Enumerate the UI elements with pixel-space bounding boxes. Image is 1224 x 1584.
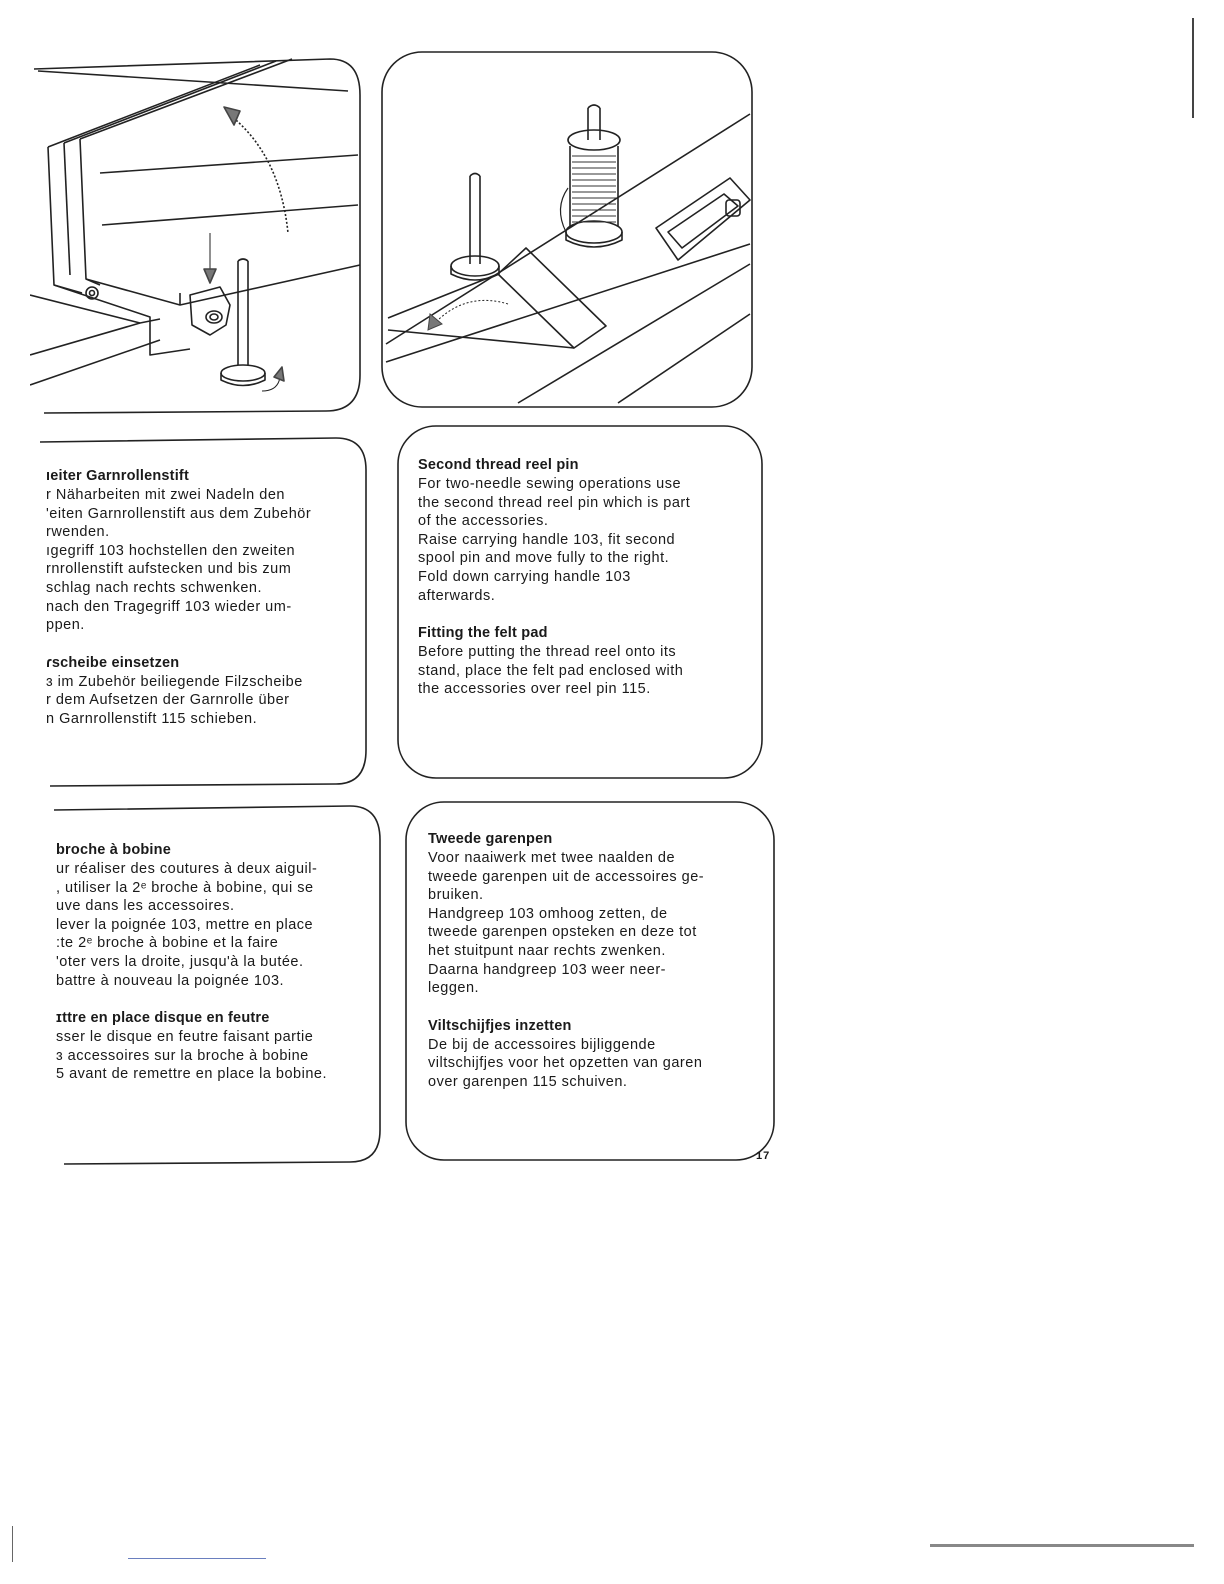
text-line: ɜ accessoires sur la broche à bobine (56, 1047, 309, 1064)
section-title: ɾscheibe einsetzen (46, 654, 180, 671)
section-felt-pad-fr (56, 1010, 376, 1084)
text-line: r Näharbeiten mit zwei Nadeln den (46, 487, 285, 503)
text-line: ıgegriff 103 hochstellen den zweiten (46, 542, 296, 559)
illustration-spool-pins (378, 48, 758, 413)
section-felt-pad-nl (428, 1018, 768, 1092)
text-line: over garenpen 115 schuiven. (428, 1073, 628, 1090)
text-line: ppen. (46, 617, 85, 634)
text-line: , utiliser la 2ᵉ broche à bobine, qui se (56, 879, 314, 896)
text-line: rnrollenstift aufstecken und bis zum (46, 561, 292, 578)
section-title: Tweede garenpen (428, 831, 553, 847)
text-line: schlag nach rechts schwenken. (46, 579, 262, 596)
section-second-reel-pin-de (46, 468, 356, 635)
text-line: of the accessories. (418, 513, 549, 530)
text-line: the second thread reel pin which is part (418, 494, 691, 511)
text-line: rwenden. (46, 524, 110, 541)
text-line: :te 2ᵉ broche à bobine et la faire (56, 935, 279, 952)
text-line: het stuitpunt naar rechts zwenken. (428, 942, 666, 959)
text-line: stand, place the felt pad enclosed with (418, 662, 684, 679)
scan-edge-mark (1192, 18, 1194, 118)
section-felt-pad-de (46, 655, 356, 729)
spool-pins-drawing (378, 48, 758, 413)
text-line: ur réaliser des coutures à deux aiguil- (56, 861, 318, 877)
section-title: Fitting the felt pad (418, 625, 548, 642)
text-line: Handgreep 103 omhoog zetten, de (428, 905, 668, 922)
text-line: viltschijfjes voor het opzetten van garen (428, 1055, 703, 1072)
text-line: ɜ im Zubehör beiliegende Filzscheibe (46, 673, 303, 690)
section-title: Second thread reel pin (418, 457, 579, 473)
text-line: Before putting the thread reel onto its (418, 644, 677, 661)
text-block-english (418, 457, 758, 699)
section-title: broche à bobine (56, 842, 171, 858)
text-line: n Garnrollenstift 115 schieben. (46, 710, 258, 727)
section-second-reel-pin-nl (428, 831, 768, 998)
text-line: Voor naaiwerk met twee naalden de (428, 850, 676, 866)
text-block-french (56, 842, 376, 1084)
section-title: ɪttre en place disque en feutre (56, 1010, 270, 1027)
illustration-raise-handle (30, 55, 370, 420)
text-line: tweede garenpen uit de accessoires ge- (428, 868, 705, 885)
text-line: lever la poignée 103, mettre en place (56, 916, 314, 933)
text-line: uve dans les accessoires. (56, 898, 235, 915)
text-line: Fold down carrying handle 103 (418, 568, 631, 585)
text-line: Raise carrying handle 103, fit second (418, 531, 676, 548)
text-line: De bij de accessoires bijliggende (428, 1036, 656, 1053)
text-line: 'eiten Garnrollenstift aus dem Zubehör (46, 505, 312, 522)
text-line: nach den Tragegriff 103 wieder um- (46, 598, 292, 615)
text-block-dutch (428, 831, 768, 1092)
text-block-german (46, 468, 356, 729)
text-line: tweede garenpen opsteken en deze tot (428, 924, 697, 941)
text-line: battre à nouveau la poignée 103. (56, 972, 285, 989)
page-number: 17 (756, 1150, 771, 1162)
scan-edge-mark (930, 1544, 1194, 1547)
section-second-reel-pin-en (418, 457, 758, 605)
section-felt-pad-en (418, 625, 758, 699)
section-title: ıeiter Garnrollenstift (46, 468, 189, 484)
text-line: sser le disque en feutre faisant partie (56, 1029, 314, 1046)
text-line: spool pin and move fully to the right. (418, 550, 670, 567)
text-line: bruiken. (428, 887, 484, 904)
scan-edge-mark (128, 1558, 266, 1559)
text-line: r dem Aufsetzen der Garnrolle über (46, 692, 290, 709)
scan-edge-mark (12, 1526, 13, 1562)
text-line: 'oter vers la droite, jusqu'à la butée. (56, 953, 304, 970)
text-line: afterwards. (418, 587, 496, 604)
handle-lift-drawing (30, 55, 370, 420)
text-line: For two-needle sewing operations use (418, 476, 682, 492)
section-title: Viltschijfjes inzetten (428, 1017, 572, 1034)
section-second-reel-pin-fr (56, 842, 376, 990)
text-line: the accessories over reel pin 115. (418, 681, 651, 698)
text-line: Daarna handgreep 103 weer neer- (428, 961, 666, 978)
text-line: leggen. (428, 980, 480, 997)
text-line: 5 avant de remettre en place la bobine. (56, 1066, 327, 1083)
